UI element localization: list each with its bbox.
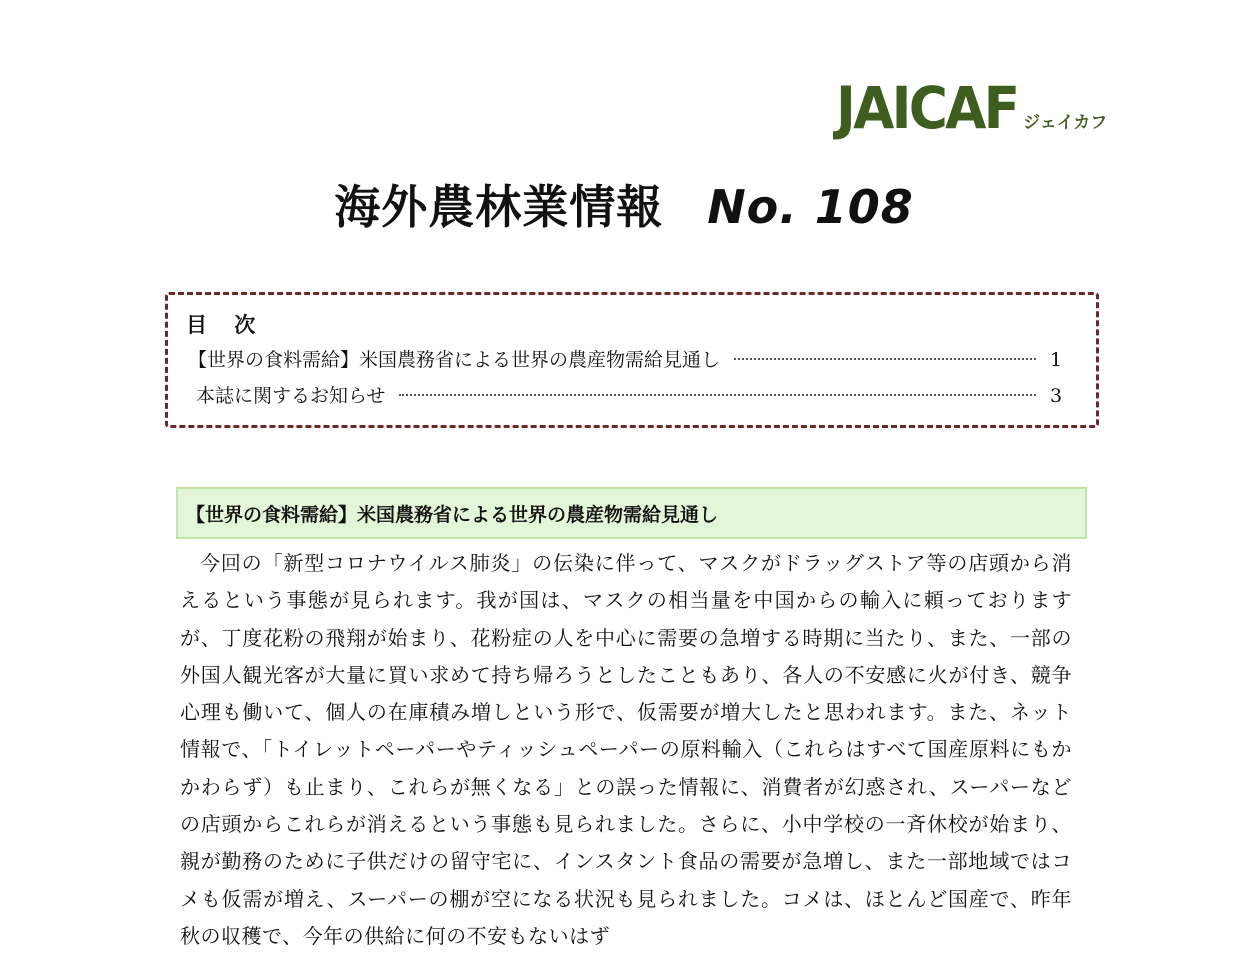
toc-item-page: 1 [1050, 349, 1063, 371]
toc-item[interactable] [196, 381, 1062, 408]
section-heading: 【世界の食料需給】米国農務省による世界の農産物需給見通し [176, 487, 1087, 539]
jaicaf-logo [836, 76, 1107, 140]
title-main: 海外農林業情報 [334, 180, 664, 234]
logo-wordmark: JAICAF [836, 74, 1018, 142]
table-of-contents [165, 292, 1099, 428]
issue-number: No. 108 [707, 180, 914, 234]
logo-katakana: ジェイカフ [1023, 113, 1108, 133]
toc-leader-dots [734, 358, 1036, 360]
article-body: 今回の「新型コロナウイルス肺炎」の伝染に伴って、マスクがドラッグストア等の店頭から消えるという事態が見られます。我が国は、マスクの相当量を中国からの輸入に頼っておりますが、丁度花粉の飛翔が始まり、花粉症の人を中心に需要の急増する時期に当たり、また、一部の外国人観光客が大量に買い求めて持ち帰ろうとしたこともあり、各人の不安感に火が付き、競争心理も働いて、個人の在庫積み増しという形で、仮需要が増大したと思われます。また、ネット情報で、「トイレットペーパーやティッシュペーパーの原料輸入（これらはすべて国産原料にもかかわらず）も止まり、これらが無くなる」との誤った情報に、消費者が幻惑され、スーパーなどの店頭からこれらが消えるという事態も見られました。さらに、小中学校の一斉休校が始まり、親が勤務のために子供だけの留守宅に、インスタント食品の需要が急増し、また一部地域ではコメも仮需が増え、スーパーの棚が空になる状況も見られました。コメは、ほとんど国産で、昨年秋の収穫で、今年の供給に何の不安もないはず [180, 551, 1072, 948]
toc-item-label: 本誌に関するお知らせ [196, 385, 386, 407]
toc-item-label: 【世界の食料需給】米国農務省による世界の農産物需給見通し [188, 349, 721, 371]
toc-heading: 目 次 [186, 313, 266, 337]
toc-item-page: 3 [1050, 385, 1063, 407]
page-title [0, 176, 1248, 238]
toc-leader-dots [399, 394, 1036, 396]
toc-item[interactable] [188, 345, 1062, 372]
